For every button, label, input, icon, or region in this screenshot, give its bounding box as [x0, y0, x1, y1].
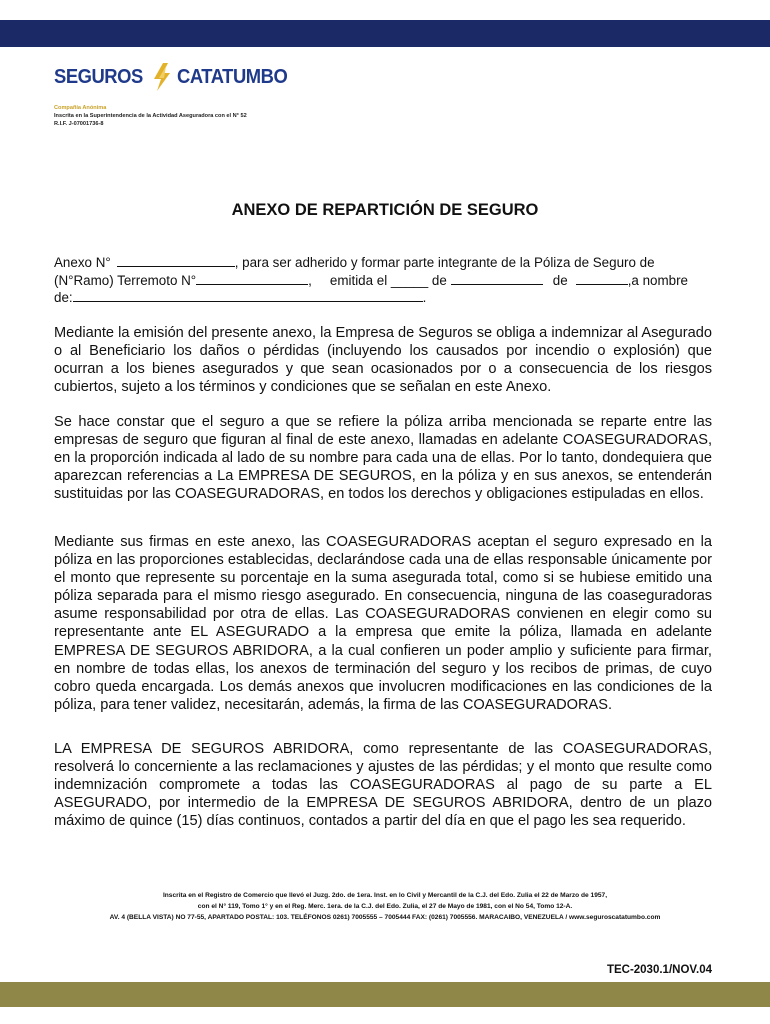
footer-address: AV. 4 (BELLA VISTA) NO 77-55, APARTADO POSTAL: 103. TELÉFONOS 0261) 7005555 – 7005444 FAX: (0261) 7005556. MARACAIBO, VENEZUELA / www.seguroscatatumbo.com	[109, 914, 661, 921]
intro-line-2	[54, 272, 712, 290]
company-info	[54, 104, 247, 128]
intro-fill-in	[54, 254, 712, 307]
intro-text: Anexo N°	[54, 255, 111, 270]
header-band	[0, 20, 770, 47]
brand-logo	[54, 62, 296, 92]
policy-number-blank[interactable]	[196, 272, 308, 285]
intro-text: , para ser adherido y formar parte integrante de la Póliza de Seguro de	[234, 255, 655, 270]
paragraph: LA EMPRESA DE SEGUROS ABRIDORA, como representante de las COASEGURADORAS, resolverá lo concerniente a las reclamaciones y ajustes de las pérdidas; y el monto que resulte como indemnización compromete a todas las COASEGURADORAS al pago de su parte a EL ASEGURADO, por intermedio de la EMPRESA DE SEGUROS ABRIDORA, dentro de un plazo máximo de quince (15) días continuos, contados a partir del día en que el pago les sea requerido.	[54, 741, 712, 830]
intro-line-3	[54, 289, 712, 307]
footer-band	[0, 982, 770, 1007]
company-type: Compañía Anónima	[54, 105, 107, 111]
document-title: ANEXO DE REPARTICIÓN DE SEGURO	[231, 201, 539, 219]
intro-text: ,	[308, 272, 312, 288]
intro-text: ,a nombre	[627, 272, 688, 288]
annex-number-blank[interactable]	[117, 254, 235, 267]
footer-registration	[0, 890, 770, 923]
company-rif: R.I.F. J-07001736-8	[54, 121, 104, 127]
paragraph: Se hace constar que el seguro a que se refiere la póliza arriba mencionada se reparte entre las empresas de seguro que figuran al final de este anexo, llamadas en adelante COASEGURADORAS, en la proporción indicada al lado de su nombre para cada una de ellas. Por lo tanto, dondequiera que aparezcan referencias a La EMPRESA DE SEGUROS, en la póliza y en sus anexos, se entenderán sustituidas por las COASEGURADORAS, en todos los derechos y obligaciones estipuladas en ellos.	[54, 414, 712, 503]
document-code: TEC-2030.1/NOV.04	[606, 964, 712, 976]
intro-text: (N°Ramo) Terremoto N°	[54, 272, 197, 288]
intro-text: de	[552, 272, 568, 288]
brand-name-right: CATATUMBO	[176, 65, 287, 88]
intro-line-1	[54, 254, 712, 272]
brand-name-left: SEGUROS	[54, 65, 143, 88]
intro-text: de:	[54, 290, 73, 305]
paragraph: Mediante sus firmas en este anexo, las COASEGURADORAS aceptan el seguro expresado en la póliza en las proporciones establecidas, declarándose cada una de ellas responsable únicamente por el monto que represente su porcentaje en la suma asegurada total, como si se hubiese emitido una póliza separada para el mismo riesgo asegurado. En consecuencia, ninguna de las coaseguradoras asume responsabilidad por otra de ellas. Las COASEGURADORAS convienen en elegir como su representante ante EL ASEGURADO a la empresa que emite la póliza, llamada en adelante EMPRESA DE SEGUROS ABRIDORA, a la cual confieren un poder amplio y suficiente para firmar, en nombre de todas ellas, los anexos de terminación del seguro y los recibos de primas, de cuyo cobro queda encargada. Los demás anexos que involucren modificaciones en las condiciones de la póliza, para tener validez, necesitarán, además, la firma de las COASEGURADORAS.	[54, 534, 712, 713]
footer-line: con el N° 119, Tomo 1° y en el Reg. Merc. 1era. de la C.J. del Edo. Zulia, el 27 de Mayo de 1981, con el No 54, Tomo 12-A.	[197, 903, 573, 910]
intro-text: emitida el _____ de	[329, 272, 447, 288]
intro-text: .	[422, 290, 427, 305]
paragraph: Mediante la emisión del presente anexo, la Empresa de Seguros se obliga a indemnizar al Asegurado o al Beneficiario los daños o pérdidas (incluyendo los causados por incendio o explosión) que ocurran a los bienes asegurados y que sean ocasionados por o a consecuencia de los riesgos cubiertos, sujeto a los términos y condiciones que se señalan en este Anexo.	[54, 325, 712, 396]
month-blank[interactable]	[451, 272, 543, 285]
company-registration: Inscrita en la Superintendencia de la Actividad Aseguradora con el N° 52	[54, 113, 247, 119]
insured-name-blank[interactable]	[73, 289, 423, 302]
year-blank[interactable]	[576, 272, 628, 285]
lightning-bolt-icon	[149, 62, 175, 92]
footer-line: Inscrita en el Registro de Comercio que llevó el Juzg. 2do. de 1era. Inst. en lo Civil y Mercantil de la C.J. del Edo. Zulia el 22 de Marzo de 1957,	[162, 892, 608, 899]
